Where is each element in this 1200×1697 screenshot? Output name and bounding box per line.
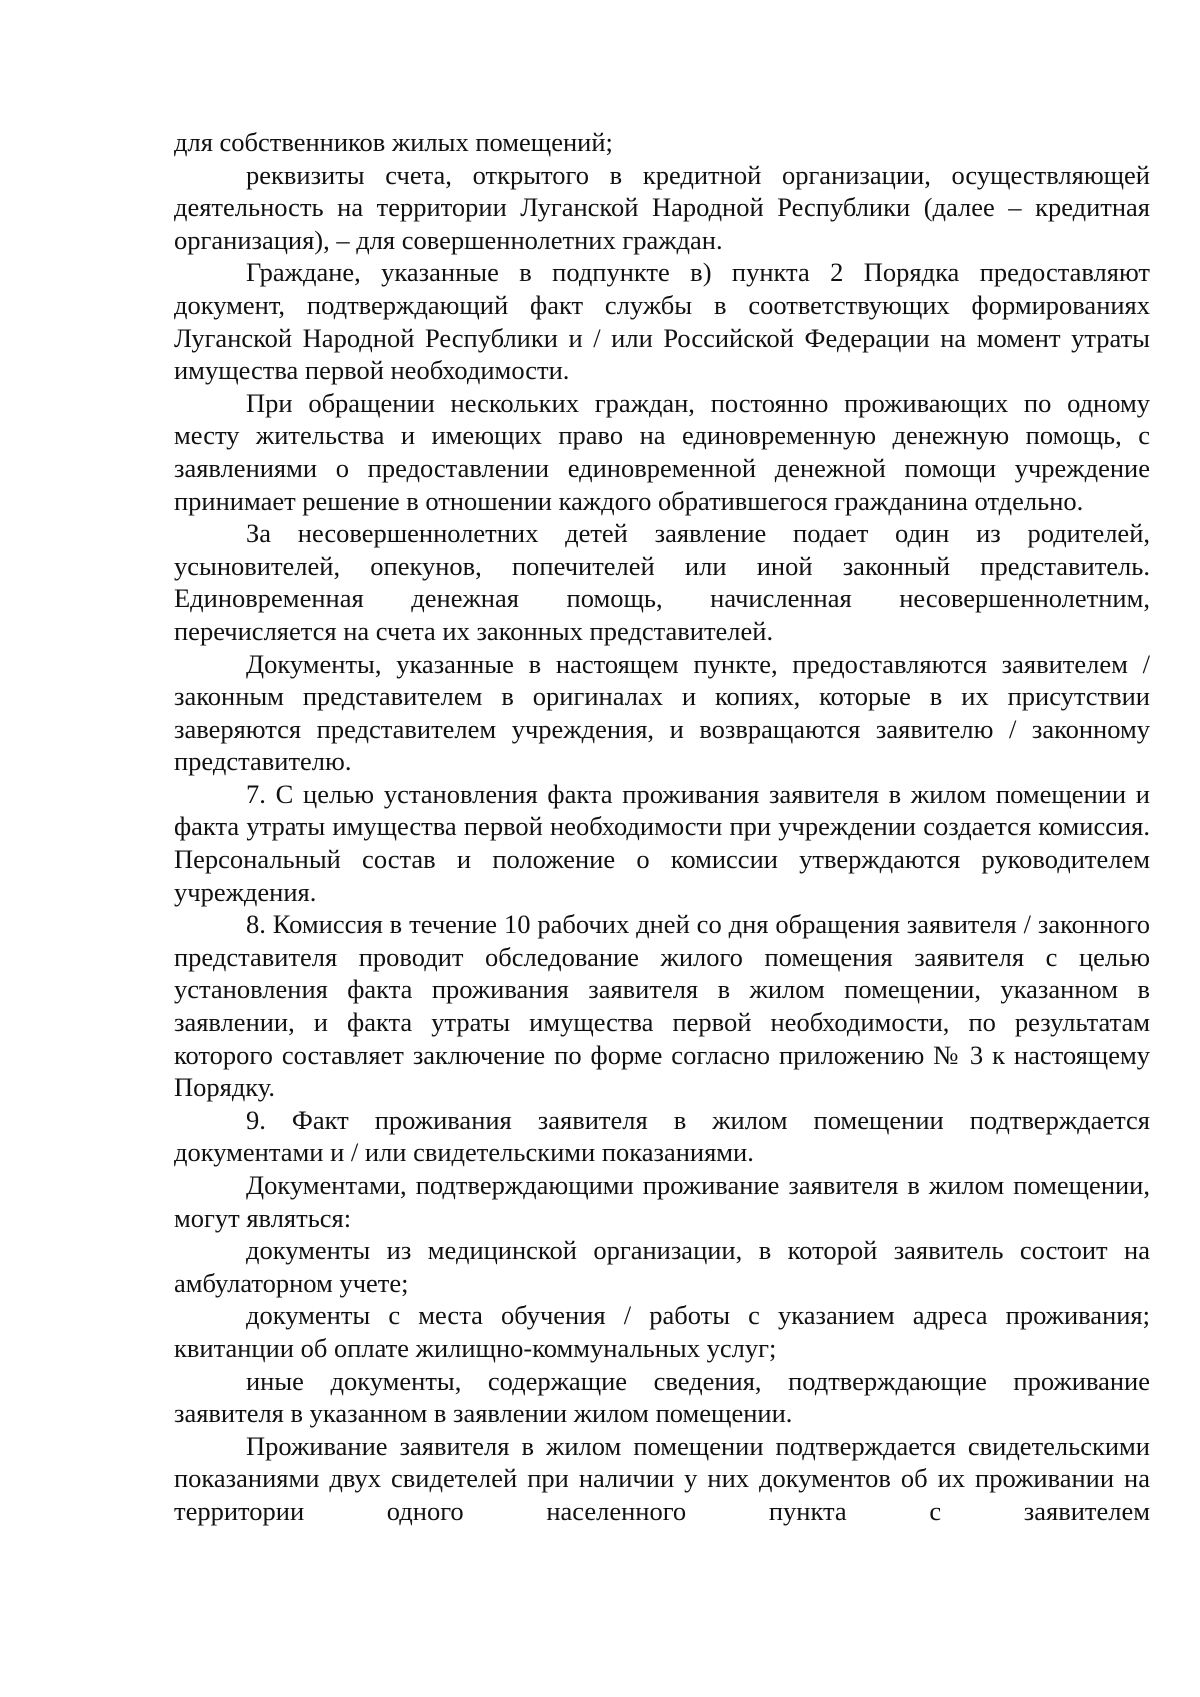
paragraph-minors: За несовершеннолетних детей заявление подает один из родителей, усыновителей, опекунов, попечителей или иной законный представитель. Единовременная денежная помощь, начисленная несовершеннолетним, перечисляется на счета их законных представителей. [174,518,1150,646]
paragraph-service-document: Граждане, указанные в подпункте в) пункта 2 Порядка предоставляют документ, подтверждающий факт службы в соответствующих формированиях Луганской Народной Республики и / или Российской Федерации на момент утраты имущества первой необходимости. [174,257,1150,386]
document-body [174,126,1150,1528]
paragraph-continuation: для собственников жилых помещений; [174,127,613,157]
paragraph-item-8: 8. Комиссия в течение 10 рабочих дней со дня обращения заявителя / законного представителя проводит обследование жилого помещения заявителя с целью установления факта проживания заявителя в жилом помещении, указанном в заявлении, и факта утраты имущества первой необходимости, по результатам которого составляет заключение по форме согласно приложению № 3 к настоящему Порядку. [174,909,1150,1103]
paragraph-bank-details: реквизиты счета, открытого в кредитной организации, осуществляющей деятельность на территории Луганской Народной Республики (далее – кредитная организация), – для совершеннолетних граждан. [174,159,1150,255]
paragraph-item-9: 9. Факт проживания заявителя в жилом помещении подтверждается документами и / или свидетельскими показаниями. [174,1104,1150,1168]
paragraph-medical-documents: документы из медицинской организации, в которой заявитель состоит на амбулаторном учете; [174,1235,1150,1298]
paragraph-residence-documents: Документами, подтверждающими проживание заявителя в жилом помещении, могут являться: [174,1170,1150,1233]
paragraph-multiple-citizens: При обращении нескольких граждан, постоянно проживающих по одному месту жительства и имеющих право на единовременную денежную помощь, с заявлениями о предоставлении единовременной денежной помощи учреждение принимает решение в отношении каждого обратившегося гражданина отдельно. [174,387,1150,516]
paragraph-documents-certification: Документы, указанные в настоящем пункте, предоставляются заявителем / законным представителем в оригиналах и копиях, которые в их присутствии заверяются представителем учреждения, и возвращаются заявителю / законному представителю. [174,648,1150,777]
paragraph-other-documents: иные документы, содержащие сведения, подтверждающие проживание заявителя в указанном в заявлении жилом помещении. [174,1365,1150,1429]
paragraph-witness-testimony: Проживание заявителя в жилом помещении подтверждается свидетельскими показаниями двух свидетелей при наличии у них документов об их проживании на территории одного населенного пункта с заявителем [174,1430,1150,1526]
paragraph-work-documents: документы с места обучения / работы с указанием адреса проживания; квитанции об оплате жилищно-коммунальных услуг; [174,1300,1150,1363]
paragraph-item-7: 7. С целью установления факта проживания заявителя в жилом помещении и факта утраты имущества первой необходимости при учреждении создается комиссия. Персональный состав и положение о комиссии утверждаются руководителем учреждения. [174,778,1150,907]
